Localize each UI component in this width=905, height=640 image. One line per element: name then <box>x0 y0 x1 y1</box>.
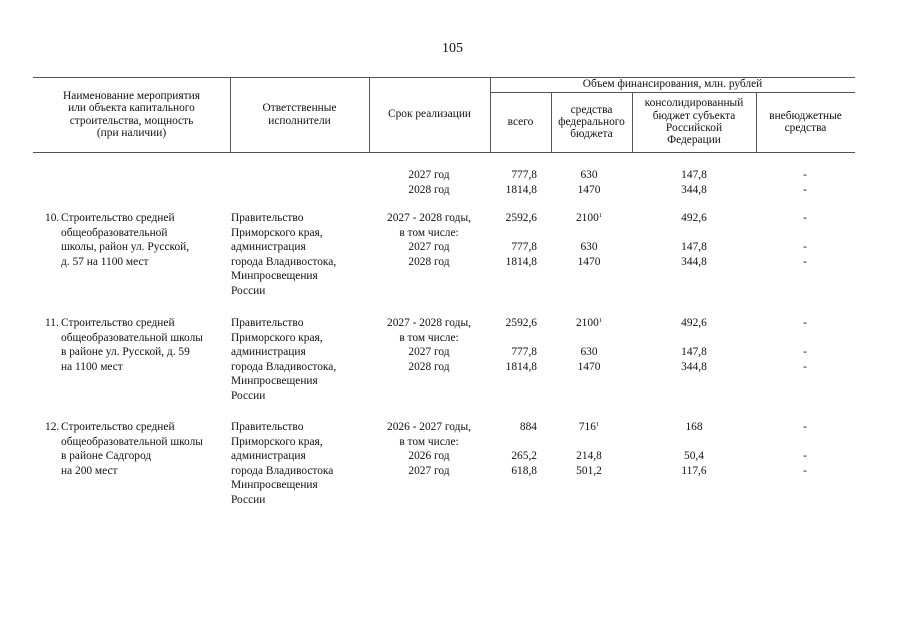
row-executors-value: администрация <box>231 450 306 463</box>
continuation-period-value: 2028 год <box>408 183 450 196</box>
row-regional-value: 147,8 <box>681 241 707 254</box>
row-executors-value: России <box>231 284 266 297</box>
row-extra-value: - <box>803 464 807 477</box>
continuation-period-line <box>369 183 489 198</box>
row-extra-value: - <box>803 241 807 254</box>
row-regional-line <box>644 331 744 346</box>
row-regional-value: 117,6 <box>681 464 707 477</box>
row-total-line <box>477 211 537 226</box>
row-executors <box>231 211 336 299</box>
row-executors-line <box>231 374 336 389</box>
row-executors-line <box>231 316 336 331</box>
continuation-total-line <box>477 183 537 198</box>
continuation-regional-line <box>644 183 744 198</box>
continuation-extra-value: - <box>803 169 807 181</box>
footnote-mark: 1 <box>595 421 600 428</box>
row-name-line <box>61 316 203 331</box>
row-extra-value: - <box>803 421 807 433</box>
row-total <box>477 211 537 269</box>
row-total-line <box>477 240 537 255</box>
row-federal-value: 1470 <box>577 255 601 268</box>
row-total-line <box>477 449 537 464</box>
row-regional <box>644 420 744 478</box>
row-total-value: 777,8 <box>511 346 537 359</box>
row-name-value: в районе Садгород <box>61 450 152 463</box>
continuation-period <box>369 168 489 197</box>
continuation-total-value: 777,8 <box>511 169 537 181</box>
row-executors-value: Приморского края, <box>231 331 323 344</box>
header-name-line: Наименование мероприятия <box>63 89 200 102</box>
row-extra <box>785 420 825 478</box>
row-executors-value: города Владивостока, <box>231 255 337 268</box>
continuation-federal-line <box>549 183 629 198</box>
row-name-line <box>61 360 203 375</box>
row-name-line <box>61 345 203 360</box>
row-executors-line <box>231 240 336 255</box>
row-period <box>369 316 489 374</box>
row-federal-value: 501,2 <box>576 464 602 477</box>
footnote-mark: 1 <box>598 212 603 219</box>
continuation-extra <box>785 168 825 197</box>
row-extra-value: - <box>803 255 807 268</box>
row-federal-line <box>549 240 629 255</box>
header-regional-line: Федерации <box>667 134 721 147</box>
row-number <box>45 211 59 226</box>
row-number <box>45 316 59 331</box>
row-period-line <box>369 435 489 450</box>
row-name-line <box>61 435 203 450</box>
row-federal-value: 630 <box>580 241 598 254</box>
row-name-value: на 1100 мест <box>61 360 123 373</box>
row-period-line <box>369 226 489 241</box>
row-extra-line <box>785 360 825 375</box>
row-regional-line <box>644 226 744 241</box>
row-executors-value: Минпросвещения <box>231 270 318 283</box>
row-regional-value: 168 <box>685 421 703 433</box>
row-total <box>477 316 537 374</box>
row-federal-value: 2100 <box>575 317 599 329</box>
row-executors-line <box>231 464 333 479</box>
row-executors-line <box>231 269 336 284</box>
row-executors-line <box>231 360 336 375</box>
header-regional <box>632 92 756 152</box>
row-executors-value: Приморского края, <box>231 226 323 239</box>
header-executors-line: исполнители <box>268 114 331 127</box>
row-executors-value: Приморского края, <box>231 435 323 448</box>
row-period-line <box>369 420 489 435</box>
row-federal-line <box>549 345 629 360</box>
row-name-line <box>61 464 203 479</box>
row-federal-line <box>549 226 629 241</box>
header-extrabudget-line: средства <box>784 122 827 134</box>
row-federal-value: 2100 <box>575 212 599 224</box>
row-extra-line <box>785 226 825 241</box>
row-period-line <box>369 345 489 360</box>
row-name-value: в районе ул. Русской, д. 59 <box>61 346 190 359</box>
row-number-line <box>45 211 59 226</box>
continuation-federal-line <box>549 168 629 183</box>
row-name-line <box>61 449 203 464</box>
row-period-value: в том числе: <box>399 435 459 448</box>
row-period-value: 2027 год <box>408 346 450 359</box>
page-number: 105 <box>442 41 463 56</box>
row-federal-line <box>549 255 629 270</box>
row-total-value: 265,2 <box>511 450 537 463</box>
row-name-line <box>61 420 203 435</box>
continuation-total-value: 1814,8 <box>505 183 537 196</box>
footnote-mark: 1 <box>598 317 603 324</box>
row-federal-line <box>549 360 629 375</box>
row-federal-value: 716 <box>578 421 596 433</box>
row-extra-value: - <box>803 346 807 359</box>
row-federal-line <box>549 211 629 226</box>
continuation-federal-value: 1470 <box>577 183 601 196</box>
row-total-line <box>477 226 537 241</box>
row-name-value: д. 57 на 1100 мест <box>61 255 149 268</box>
row-period <box>369 420 489 478</box>
row-period-line <box>369 255 489 270</box>
row-executors-line <box>231 331 336 346</box>
row-extra-line <box>785 464 825 479</box>
row-period-value: в том числе: <box>399 331 459 344</box>
row-executors-value: Правительство <box>231 421 304 433</box>
row-name-line <box>61 211 189 226</box>
row-executors-value: Минпросвещения <box>231 479 318 492</box>
row-executors-line <box>231 389 336 404</box>
row-number-line <box>45 420 59 435</box>
row-name-line <box>61 255 189 270</box>
row-total-line <box>477 464 537 479</box>
row-name-line <box>61 226 189 241</box>
row-name-value: общеобразовательной <box>61 226 168 239</box>
row-federal-value: 214,8 <box>576 450 602 463</box>
row-total-line <box>477 316 537 331</box>
header-total <box>490 92 551 152</box>
row-name-value: Строительство средней <box>61 317 175 329</box>
row-regional-value: 147,8 <box>681 346 707 359</box>
row-extra-line <box>785 345 825 360</box>
row-period-line <box>369 240 489 255</box>
row-total-value: 777,8 <box>511 241 537 254</box>
row-executors-value: Правительство <box>231 212 304 224</box>
continuation-extra-line <box>785 183 825 198</box>
row-executors-value: Минпросвещения <box>231 375 318 388</box>
header-extrabudget-line: внебюджетные <box>769 109 842 122</box>
row-executors-value: Правительство <box>231 317 304 329</box>
row-regional-value: 344,8 <box>681 255 707 268</box>
row-total-line <box>477 345 537 360</box>
header-regional-line: бюджет субъекта <box>652 109 736 122</box>
row-executors <box>231 420 333 508</box>
row-federal <box>549 211 629 269</box>
row-regional-line <box>644 420 744 435</box>
row-executors-line <box>231 211 336 226</box>
row-executors-value: администрация <box>231 346 306 359</box>
continuation-regional-line <box>644 168 744 183</box>
row-period-line <box>369 211 489 226</box>
row-name <box>61 316 203 374</box>
row-period-value: 2027 год <box>408 241 450 254</box>
row-period-value: 2027 - 2028 годы, <box>387 317 471 329</box>
continuation-period-line <box>369 168 489 183</box>
header-period <box>369 77 490 152</box>
row-number <box>45 420 59 435</box>
row-total-line <box>477 255 537 270</box>
row-federal-line <box>549 331 629 346</box>
row-regional-line <box>644 435 744 450</box>
row-total-value: 884 <box>519 421 537 433</box>
continuation-federal <box>549 168 629 197</box>
row-number-value: 10. <box>45 212 60 224</box>
row-number-value: 11. <box>45 317 59 329</box>
row-executors-value: России <box>231 493 266 506</box>
row-period-value: в том числе: <box>399 226 459 239</box>
row-name <box>61 420 203 478</box>
row-executors-line <box>231 449 333 464</box>
row-total-value: 618,8 <box>511 464 537 477</box>
row-period-value: 2026 - 2027 годы, <box>387 421 471 433</box>
table-header <box>33 77 855 153</box>
header-federal <box>551 92 632 152</box>
row-total-value: 1814,8 <box>505 255 537 268</box>
header-funding-group <box>490 77 855 92</box>
header-name-line: (при наличии) <box>96 126 167 139</box>
row-executors-line <box>231 345 336 360</box>
row-extra <box>785 211 825 269</box>
row-executors-line <box>231 478 333 493</box>
row-period-line <box>369 316 489 331</box>
header-regional-line: консолидированный <box>644 97 744 110</box>
row-regional-value: 344,8 <box>681 360 707 373</box>
row-total <box>477 420 537 478</box>
row-total-line <box>477 435 537 450</box>
row-executors-value: города Владивостока <box>231 464 334 477</box>
row-total-line <box>477 360 537 375</box>
row-regional-value: 492,6 <box>681 212 707 224</box>
row-federal <box>549 420 629 478</box>
row-name-value: общеобразовательной школы <box>61 435 203 448</box>
row-federal-line <box>549 435 629 450</box>
row-extra-line <box>785 331 825 346</box>
row-total-value: 1814,8 <box>505 360 537 373</box>
row-executors-line <box>231 435 333 450</box>
row-executors <box>231 316 336 404</box>
header-name-line: строительства, мощность <box>69 114 194 127</box>
continuation-extra-line <box>785 168 825 183</box>
row-period-value: 2026 год <box>408 450 450 463</box>
row-regional <box>644 316 744 374</box>
continuation-total <box>477 168 537 197</box>
row-total-line <box>477 420 537 435</box>
header-name-line: или объекта капитального <box>68 102 195 115</box>
row-extra-line <box>785 240 825 255</box>
row-regional-line <box>644 449 744 464</box>
row-executors-line <box>231 255 336 270</box>
row-federal-value: 630 <box>580 346 598 359</box>
header-federal-line: федерального <box>558 115 625 128</box>
row-extra-value: - <box>803 317 807 329</box>
row-federal <box>549 316 629 374</box>
row-executors-line <box>231 420 333 435</box>
row-period <box>369 211 489 269</box>
row-name <box>61 211 189 269</box>
row-total-value: 2592,6 <box>505 317 537 329</box>
header-executors <box>230 77 369 152</box>
row-name-value: Строительство средней <box>61 421 175 433</box>
row-name-value: общеобразовательной школы <box>61 331 203 344</box>
continuation-federal-value: 630 <box>580 169 598 181</box>
continuation-extra-value: - <box>803 183 807 196</box>
row-name-value: школы, район ул. Русской, <box>61 241 190 254</box>
header-executors-line: Ответственные <box>262 102 337 115</box>
row-regional-value: 492,6 <box>681 317 707 329</box>
row-total-line <box>477 331 537 346</box>
row-regional-line <box>644 464 744 479</box>
row-regional <box>644 211 744 269</box>
continuation-regional-value: 344,8 <box>681 183 707 196</box>
header-period-label: Срок реализации <box>387 108 472 121</box>
row-executors-value: России <box>231 389 266 402</box>
row-extra-line <box>785 420 825 435</box>
row-executors-line <box>231 493 333 508</box>
row-executors-line <box>231 284 336 299</box>
row-number-line <box>45 316 59 331</box>
row-federal-line <box>549 420 629 435</box>
row-extra-line <box>785 211 825 226</box>
row-name-line <box>61 240 189 255</box>
row-total-value: 2592,6 <box>505 212 537 224</box>
row-period-value: 2028 год <box>408 255 450 268</box>
continuation-regional-value: 147,8 <box>681 169 707 181</box>
header-regional-line: Российской <box>665 122 723 134</box>
row-federal-line <box>549 449 629 464</box>
row-federal-line <box>549 316 629 331</box>
header-federal-line: средства <box>570 103 613 116</box>
row-regional-line <box>644 211 744 226</box>
row-period-value: 2027 - 2028 годы, <box>387 212 471 224</box>
row-federal-line <box>549 464 629 479</box>
row-period-line <box>369 464 489 479</box>
row-regional-value: 50,4 <box>684 450 704 463</box>
row-extra <box>785 316 825 374</box>
row-regional-line <box>644 240 744 255</box>
header-funding-label: Объем финансирования, млн. рублей <box>582 78 763 91</box>
row-extra-line <box>785 435 825 450</box>
row-executors-value: администрация <box>231 241 306 254</box>
header-extrabudget <box>756 92 855 152</box>
header-name <box>33 77 230 152</box>
row-period-line <box>369 331 489 346</box>
continuation-regional <box>644 168 744 197</box>
row-extra-value: - <box>803 212 807 224</box>
row-extra-line <box>785 316 825 331</box>
row-regional-line <box>644 255 744 270</box>
continuation-period-value: 2027 год <box>408 169 450 181</box>
row-period-line <box>369 360 489 375</box>
row-regional-line <box>644 345 744 360</box>
row-period-value: 2027 год <box>408 464 450 477</box>
row-extra-line <box>785 255 825 270</box>
row-period-value: 2028 год <box>408 360 450 373</box>
row-federal-value: 1470 <box>577 360 601 373</box>
row-executors-value: города Владивостока, <box>231 360 337 373</box>
row-name-value: Строительство средней <box>61 212 175 224</box>
row-executors-line <box>231 226 336 241</box>
row-name-value: на 200 мест <box>61 464 118 477</box>
row-extra-line <box>785 449 825 464</box>
row-period-line <box>369 449 489 464</box>
row-regional-line <box>644 360 744 375</box>
header-federal-line: бюджета <box>570 128 613 141</box>
continuation-total-line <box>477 168 537 183</box>
row-name-line <box>61 331 203 346</box>
header-bottom-rule <box>33 152 855 153</box>
row-extra-value: - <box>803 450 807 463</box>
row-number-value: 12. <box>45 421 60 433</box>
row-regional-line <box>644 316 744 331</box>
row-extra-value: - <box>803 360 807 373</box>
header-total-label: всего <box>507 115 534 128</box>
